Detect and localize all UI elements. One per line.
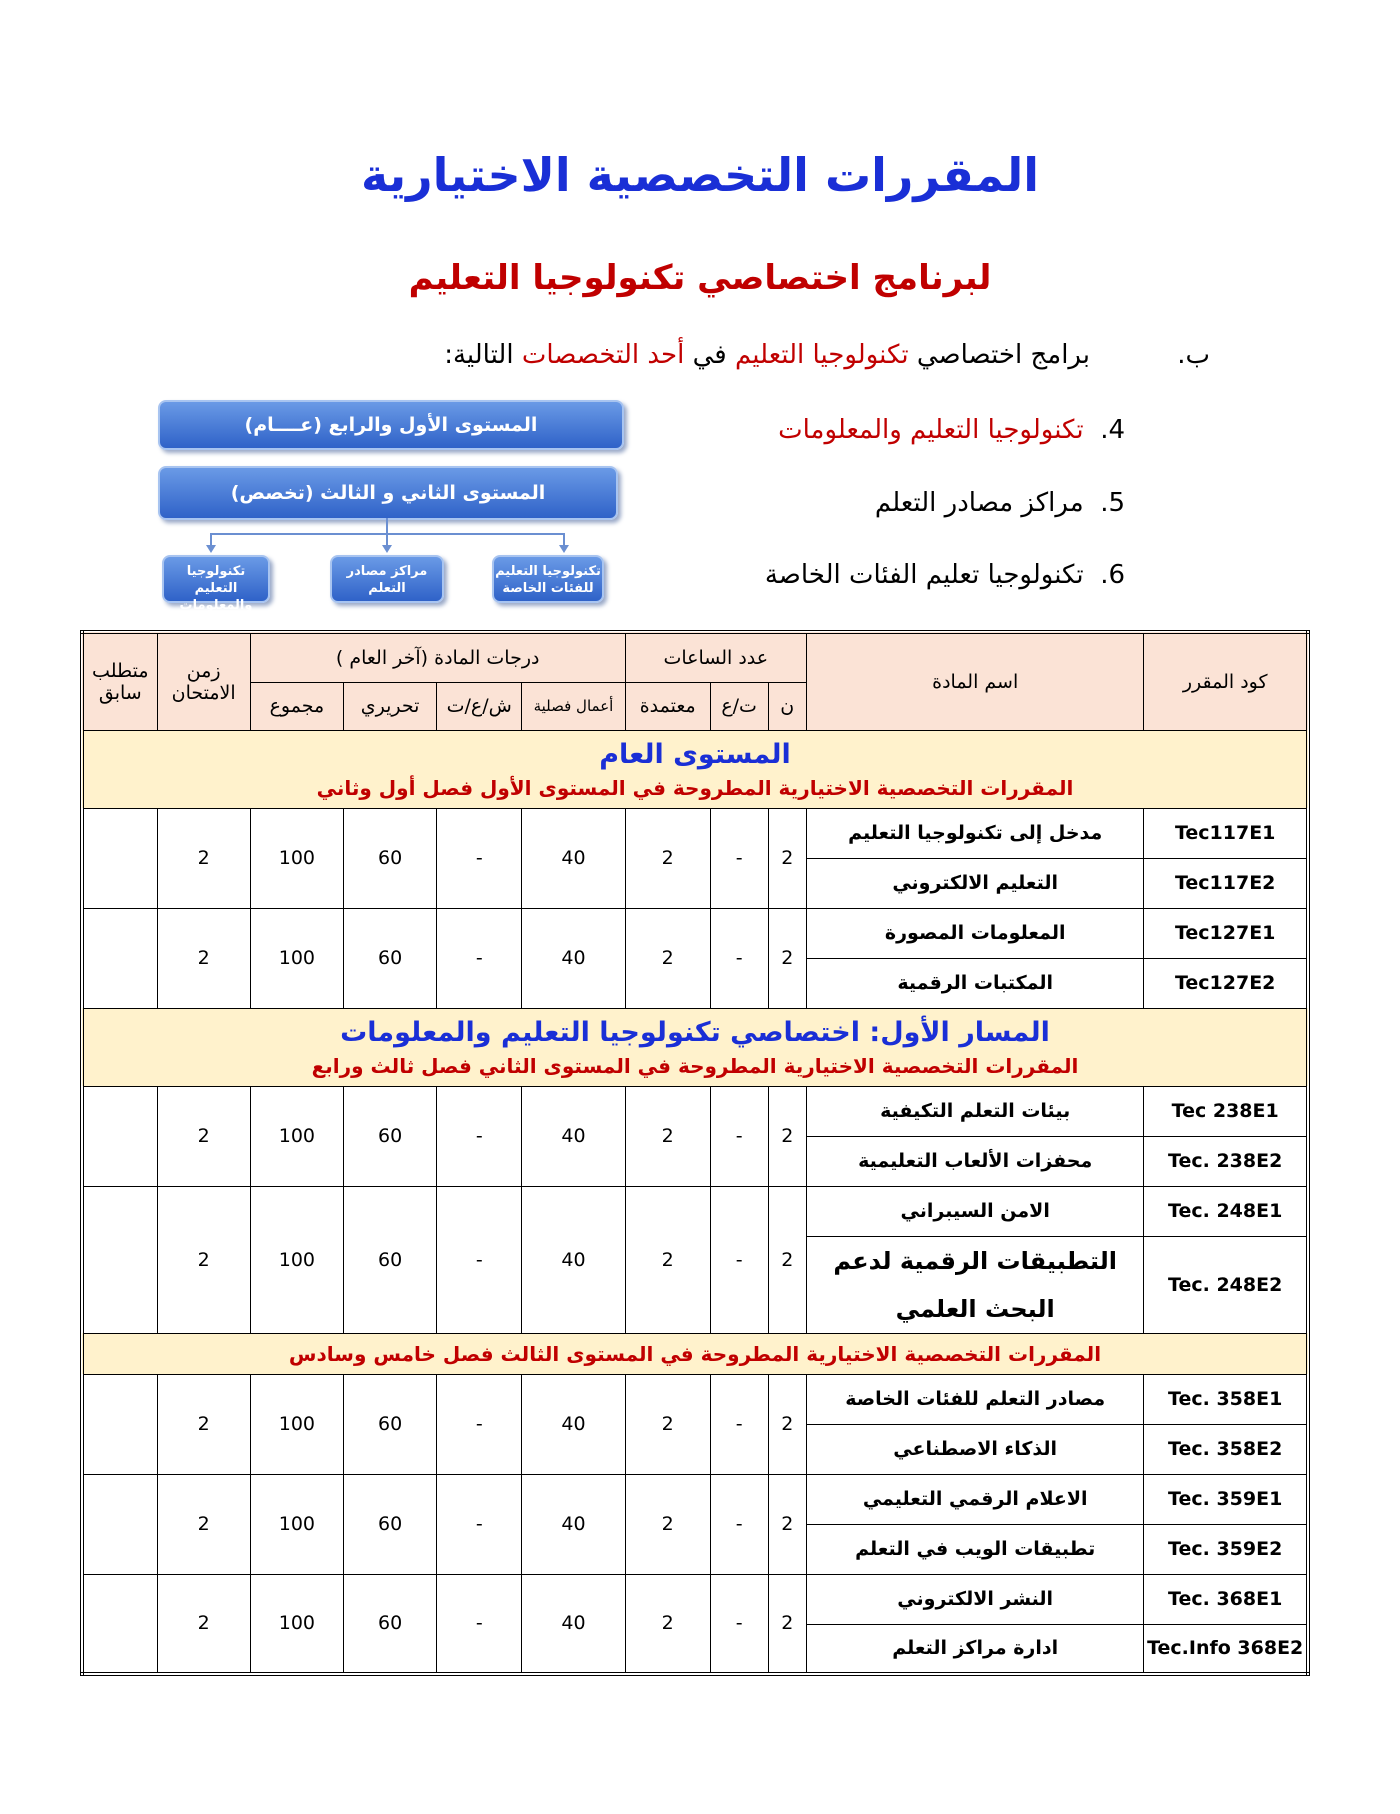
courses-table [80,630,1310,1676]
cell-credit: 2 [625,808,710,908]
course-name: مدخل إلى تكنولوجيا التعليم [807,808,1144,858]
cell-credit: 2 [625,1374,710,1474]
course-row [82,808,1308,858]
course-code: Tec. 248E1 [1144,1186,1308,1236]
specialization-item: 6. تكنولوجيا تعليم الفئات الخاصة [764,560,1125,590]
cell-coursework: 40 [522,1086,625,1186]
cell-total: 100 [250,808,343,908]
course-code: Tec. 248E2 [1144,1236,1308,1333]
cell-coursework: 40 [522,1186,625,1333]
cell-written: 60 [344,808,437,908]
cell-tp: - [710,908,768,1008]
course-row [82,1086,1308,1136]
course-name: ادارة مراكز التعلم [807,1624,1144,1674]
cell-coursework: 40 [522,1474,625,1574]
section-header [82,1333,1308,1374]
course-code: Tec127E2 [1144,958,1308,1008]
cell-time: 2 [157,808,250,908]
course-name: التعليم الالكتروني [807,858,1144,908]
course-row [82,908,1308,958]
header-grades: درجات المادة (آخر العام ) [250,632,625,682]
cell-prereq [82,808,157,908]
header-code: كود المقرر [1144,632,1308,730]
diagram-top-box: المستوى الأول والرابع (عــــام) [158,400,624,450]
cell-total: 100 [250,1186,343,1333]
cell-tp: - [710,1574,768,1674]
cell-n: 2 [768,908,807,1008]
cell-credit: 2 [625,1474,710,1574]
header-oral: ش/ع/ت [437,682,522,730]
intro-bullet: ب. [1177,340,1210,370]
header-name: اسم المادة [807,632,1144,730]
course-code: Tec. 238E2 [1144,1136,1308,1186]
cell-coursework: 40 [522,1574,625,1674]
cell-tp: - [710,1374,768,1474]
course-name: المكتبات الرقمية [807,958,1144,1008]
header-n: ن [768,682,807,730]
course-name: الامن السيبراني [807,1186,1144,1236]
cell-credit: 2 [625,1186,710,1333]
cell-credit: 2 [625,908,710,1008]
header-written: تحريري [344,682,437,730]
page-title: المقررات التخصصية الاختيارية [360,148,1040,202]
cell-prereq [82,1186,157,1333]
section-subtitle: المقررات التخصصية الاختيارية المطروحة في المستوى الثالث فصل خامس وسادس [288,1341,1102,1366]
header-credit: معتمدة [625,682,710,730]
specialization-item: 4. تكنولوجيا التعليم والمعلومات [778,415,1125,445]
cell-time: 2 [157,1474,250,1574]
header-total: مجموع [250,682,343,730]
course-name: الذكاء الاصطناعي [807,1424,1144,1474]
diagram-leaf-resources: مراكز مصادر التعلم [330,555,444,603]
course-code: Tec 238E1 [1144,1086,1308,1136]
course-row [82,1186,1308,1236]
cell-oral: - [437,808,522,908]
course-code: Tec127E1 [1144,908,1308,958]
cell-n: 2 [768,1374,807,1474]
cell-coursework: 40 [522,808,625,908]
header-coursework: أعمال فصلية [522,682,625,730]
cell-total: 100 [250,908,343,1008]
cell-time: 2 [157,1186,250,1333]
cell-tp: - [710,808,768,908]
section-subtitle: المقررات التخصصية الاختيارية المطروحة في المستوى الأول فصل أول وثاني [316,775,1074,800]
course-code: Tec.Info 368E2 [1144,1624,1308,1674]
course-name: بيئات التعلم التكيفية [807,1086,1144,1136]
course-code: Tec. 358E2 [1144,1424,1308,1474]
section-header [82,730,1308,808]
cell-written: 60 [344,908,437,1008]
cell-oral: - [437,1474,522,1574]
cell-written: 60 [344,1574,437,1674]
cell-credit: 2 [625,1574,710,1674]
cell-oral: - [437,1574,522,1674]
cell-prereq [82,1086,157,1186]
diagram-leaf-special: تكنولوجيا التعليم للفئات الخاصة [492,555,604,603]
header-hours: عدد الساعات [625,632,806,682]
course-name: المعلومات المصورة [807,908,1144,958]
course-name: الاعلام الرقمي التعليمي [807,1474,1144,1524]
course-name: التطبيقات الرقمية لدعم البحث العلمي [807,1236,1144,1333]
course-code: Tec. 359E2 [1144,1524,1308,1574]
header-tp: ت/ع [710,682,768,730]
cell-n: 2 [768,808,807,908]
cell-written: 60 [344,1086,437,1186]
section-title: المستوى العام [599,738,791,770]
specialization-item: 5. مراكز مصادر التعلم [874,488,1125,518]
cell-written: 60 [344,1474,437,1574]
cell-total: 100 [250,1574,343,1674]
cell-tp: - [710,1474,768,1574]
course-code: Tec. 358E1 [1144,1374,1308,1424]
section-header [82,1008,1308,1086]
page-subtitle: لبرنامج اختصاصي تكنولوجيا التعليم [408,258,992,298]
cell-total: 100 [250,1474,343,1574]
course-name: محفزات الألعاب التعليمية [807,1136,1144,1186]
course-code: Tec117E1 [1144,808,1308,858]
cell-time: 2 [157,1374,250,1474]
cell-credit: 2 [625,1086,710,1186]
cell-coursework: 40 [522,908,625,1008]
cell-prereq [82,1574,157,1674]
cell-n: 2 [768,1574,807,1674]
course-name: مصادر التعلم للفئات الخاصة [807,1374,1144,1424]
section-title: المسار الأول: اختصاصي تكنولوجيا التعليم والمعلومات [340,1016,1050,1048]
course-row [82,1574,1308,1624]
cell-written: 60 [344,1374,437,1474]
cell-tp: - [710,1186,768,1333]
cell-oral: - [437,1086,522,1186]
cell-coursework: 40 [522,1374,625,1474]
cell-prereq [82,1374,157,1474]
cell-oral: - [437,1374,522,1474]
section-subtitle: المقررات التخصصية الاختيارية المطروحة في المستوى الثاني فصل ثالث ورابع [311,1053,1079,1078]
cell-oral: - [437,1186,522,1333]
cell-total: 100 [250,1374,343,1474]
course-row [82,1474,1308,1524]
header-prereq: متطلب سابق [82,632,157,730]
cell-prereq [82,908,157,1008]
cell-total: 100 [250,1086,343,1186]
cell-time: 2 [157,908,250,1008]
course-name: تطبيقات الويب في التعلم [807,1524,1144,1574]
intro-text: برامج اختصاصي تكنولوجيا التعليم في أحد التخصصات التالية: [444,340,1090,370]
cell-written: 60 [344,1186,437,1333]
header-exam-time: زمن الامتحان [157,632,250,730]
cell-time: 2 [157,1086,250,1186]
cell-n: 2 [768,1086,807,1186]
course-row [82,1374,1308,1424]
course-code: Tec. 368E1 [1144,1574,1308,1624]
diagram-middle-box: المستوى الثاني و الثالث (تخصص) [158,466,618,520]
course-name: النشر الالكتروني [807,1574,1144,1624]
cell-oral: - [437,908,522,1008]
cell-time: 2 [157,1574,250,1674]
diagram-leaf-info: تكنولوجيا التعليم والمعلومات [162,555,270,603]
course-code: Tec117E2 [1144,858,1308,908]
course-code: Tec. 359E1 [1144,1474,1308,1524]
cell-n: 2 [768,1474,807,1574]
cell-n: 2 [768,1186,807,1333]
cell-tp: - [710,1086,768,1186]
cell-prereq [82,1474,157,1574]
